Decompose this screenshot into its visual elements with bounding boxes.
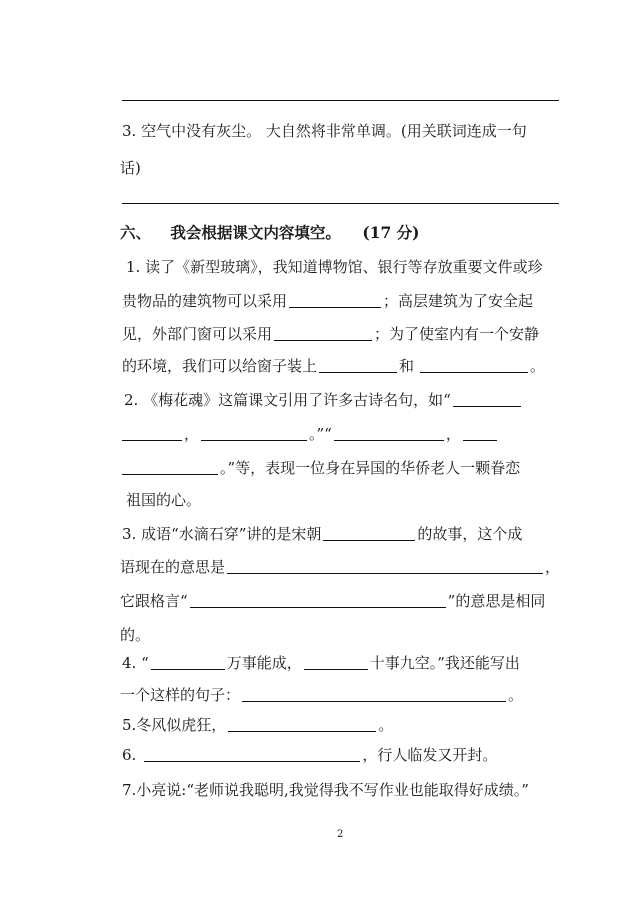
item1-text: ；高层建筑为了安全起	[383, 292, 534, 310]
item3-text: ，	[545, 558, 561, 576]
item2-text: 。”“	[309, 425, 332, 443]
item4-line2	[120, 684, 523, 705]
item2-text: 2. 《梅花魂》这篇课文引用了许多古诗名句，如“	[124, 391, 451, 409]
q3-line1: 3. 空气中没有灰尘。 大自然将非常单调。(用关联词连成一句	[122, 122, 527, 140]
item4-text: 4. “	[122, 654, 149, 672]
item2-text: 。”等，表现一位身在异国的华侨老人一颗眷恋	[220, 459, 521, 477]
item1-text: ；为了使室内有一个安静	[374, 325, 540, 343]
item1-text: 贵物品的建筑物可以采用	[122, 292, 288, 310]
item3-line2	[120, 556, 560, 577]
section-score: (17 分)	[362, 223, 420, 242]
item4-text: 万事能成，	[226, 654, 302, 672]
item2-line1	[124, 389, 523, 410]
item5-text: 5.冬风似虎狂，	[122, 716, 227, 734]
item1-text: 和	[399, 357, 415, 375]
blank-1c[interactable]	[319, 357, 397, 373]
item2-line3	[122, 457, 520, 478]
blank-4b[interactable]	[304, 654, 368, 670]
item2-line4: 祖国的心。	[126, 491, 202, 509]
item1-line2	[122, 290, 533, 311]
item6-line	[122, 744, 497, 765]
blank-1a[interactable]	[289, 292, 381, 308]
page-number: 2	[337, 829, 344, 840]
item3-text: 的故事，这个成	[417, 525, 523, 543]
blank-4c[interactable]	[242, 686, 506, 702]
blank-2c[interactable]	[201, 425, 307, 441]
item3-line3	[120, 590, 545, 611]
blank-1d[interactable]	[420, 357, 528, 373]
blank-3c[interactable]	[190, 592, 446, 608]
item1-text: 。	[530, 357, 546, 375]
blank-4a[interactable]	[151, 654, 225, 670]
item2-line2	[122, 423, 499, 444]
item2-text: ，	[445, 425, 461, 443]
item3-line4: 的。	[120, 626, 151, 644]
item3-line1	[122, 523, 522, 544]
blank-5a[interactable]	[228, 716, 376, 732]
answer-line-top	[122, 100, 559, 101]
item1-line3	[122, 323, 539, 344]
blank-2d[interactable]	[334, 425, 444, 441]
blank-3a[interactable]	[323, 525, 415, 541]
item5-text: 。	[378, 716, 394, 734]
item3-text: ”的意思是相同	[447, 592, 546, 610]
item1-line4	[122, 355, 545, 376]
blank-3b[interactable]	[227, 558, 543, 574]
item5-line	[122, 714, 393, 735]
item7-line: 7.小亮说:“老师说我聪明,我觉得我不写作业也能取得好成绩。”	[122, 781, 529, 799]
item3-text: 3. 成语“水滴石穿”讲的是宋朝	[122, 525, 322, 543]
item6-text: 6.	[122, 746, 137, 764]
item2-text: ，	[184, 425, 200, 443]
item4-text: 十事九空。”我还能写出	[369, 654, 520, 672]
item4-line1	[122, 652, 520, 673]
item3-text: 它跟格言“	[120, 592, 188, 610]
item3-text: 语现在的意思是	[120, 558, 226, 576]
blank-2e[interactable]	[463, 425, 497, 441]
blank-6a[interactable]	[144, 746, 360, 762]
item1-text: 见，外部门窗可以采用	[122, 325, 273, 343]
item1-line1: 1. 读了《新型玻璃》，我知道博物馆、银行等存放重要文件或珍	[126, 258, 543, 276]
q3-line2: 话)	[120, 159, 141, 177]
item4-text: 一个这样的句子：	[120, 686, 241, 704]
section-number: 六、	[120, 223, 152, 242]
section-title: 我会根据课文内容填空。	[170, 223, 341, 242]
answer-line-q3	[122, 203, 559, 204]
blank-2f[interactable]	[122, 459, 218, 475]
item4-text: 。	[508, 686, 524, 704]
item6-text: ，行人临发又开封。	[362, 746, 498, 764]
blank-2a[interactable]	[453, 391, 521, 407]
blank-2b[interactable]	[122, 425, 182, 441]
section-heading	[120, 221, 419, 243]
blank-1b[interactable]	[274, 325, 372, 341]
item1-text: 的环境，我们可以给窗子装上	[122, 357, 318, 375]
